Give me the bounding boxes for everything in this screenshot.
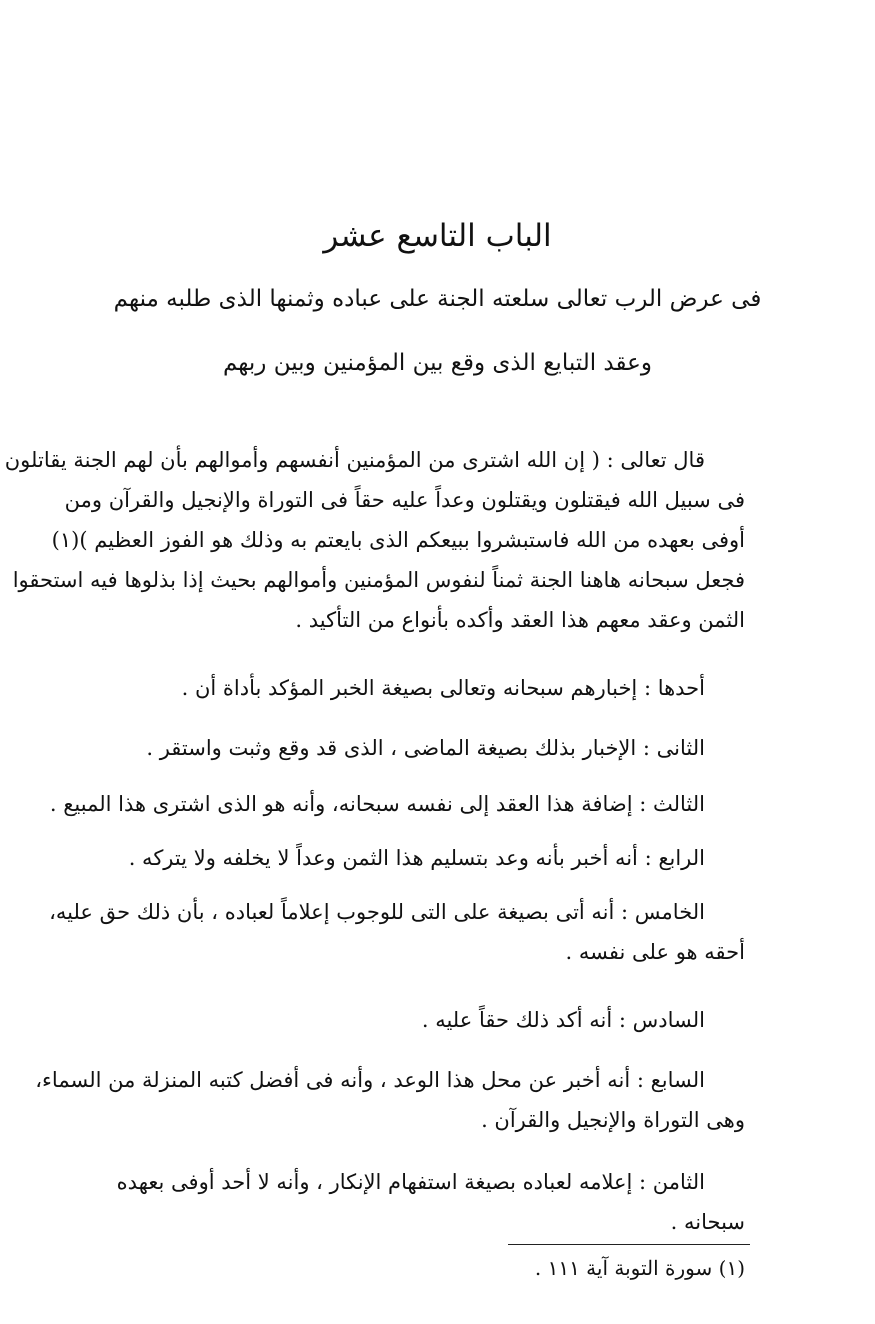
list-item-line: الثامن : إعلامه لعباده بصيغة استفهام الإنكار ، وأنه لا أحد أوفى بعهده: [116, 1170, 705, 1194]
list-item: [118, 668, 705, 708]
list-item-line: الثالث : إضافة هذا العقد إلى نفسه سبحانه، وأنه هو الذى اشترى هذا المبيع .: [49, 792, 705, 816]
intro-line: أوفى بعهده من الله فاستبشروا ببيعكم الذى بايعتم به وذلك هو الفوز العظيم )(١): [51, 528, 745, 552]
chapter-title: الباب التاسع عشر: [323, 218, 552, 254]
list-item-line: الثانى : الإخبار بذلك بصيغة الماضى ، الذى قد وقع وثبت واستقر .: [146, 736, 705, 760]
footnote: (١) سورة التوبة آية ١١١ .: [534, 1256, 745, 1280]
list-item: [118, 1000, 705, 1040]
list-item: [118, 728, 705, 768]
list-item-line: أحقه هو على نفسه .: [565, 940, 745, 964]
intro-line: فجعل سبحانه هاهنا الجنة ثمناً لنفوس المؤمنين وأموالهم بحيث إذا بذلوها فيه استحقوا: [12, 568, 745, 592]
intro-line: فى سبيل الله فيقتلون ويقتلون وعداً عليه حقاً فى التوراة والإنجيل والقرآن ومن: [64, 488, 745, 512]
intro-paragraph: [4, 440, 745, 640]
chapter-subtitle-line-1: فى عرض الرب تعالى سلعته الجنة على عباده وثمنها الذى طلبه منهم: [113, 286, 762, 312]
list-item-line: وهى التوراة والإنجيل والقرآن .: [481, 1108, 745, 1132]
footnote-divider: [508, 1244, 750, 1245]
list-item: [49, 784, 705, 824]
list-item-line: أحدها : إخبارهم سبحانه وتعالى بصيغة الخبر المؤكد بأداة أن .: [181, 676, 705, 700]
list-item: [35, 1060, 745, 1140]
list-item: [118, 1162, 745, 1242]
intro-line: الثمن وعقد معهم هذا العقد وأكده بأنواع من التأكيد .: [295, 608, 745, 632]
list-item: [118, 838, 705, 878]
chapter-subtitle-line-2: وعقد التبايع الذى وقع بين المؤمنين وبين ربهم: [223, 350, 652, 376]
list-item-line: السادس : أنه أكد ذلك حقاً عليه .: [421, 1008, 705, 1032]
intro-line: قال تعالى : ( إن الله اشترى من المؤمنين أنفسهم وأموالهم بأن لهم الجنة يقاتلون: [4, 448, 705, 472]
list-item: [49, 892, 745, 972]
list-item-line: الخامس : أنه أتى بصيغة على التى للوجوب إعلاماً لعباده ، بأن ذلك حق عليه،: [49, 900, 705, 924]
list-item-line: سبحانه .: [670, 1210, 745, 1234]
list-item-line: الرابع : أنه أخبر بأنه وعد بتسليم هذا الثمن وعداً لا يخلفه ولا يتركه .: [128, 846, 705, 870]
list-item-line: السابع : أنه أخبر عن محل هذا الوعد ، وأنه فى أفضل كتبه المنزلة من السماء،: [35, 1068, 705, 1092]
